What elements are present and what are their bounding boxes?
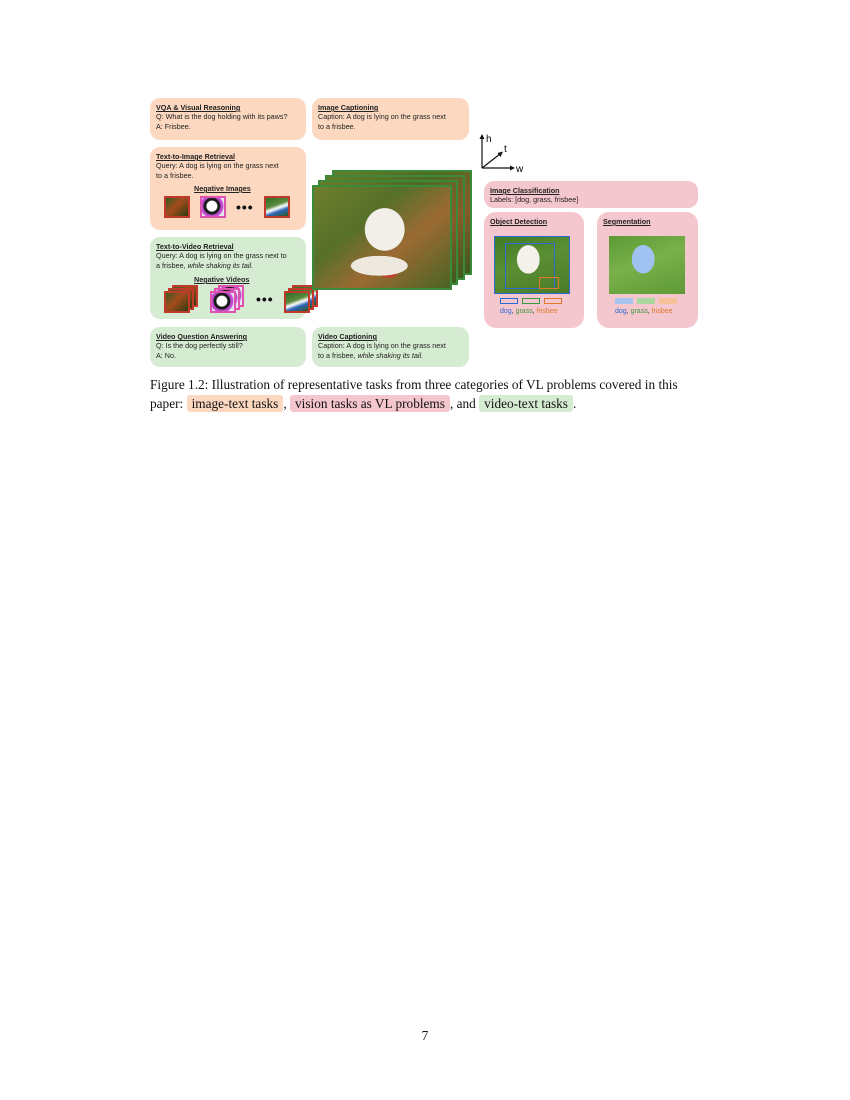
label-separator: , — [626, 308, 631, 315]
axis-h-label: h — [486, 134, 492, 145]
segmentation-legend — [615, 298, 677, 304]
dog-label: dog — [615, 308, 627, 315]
video-captioning-line1: Caption: A dog is lying on the grass next — [318, 341, 446, 351]
image-classification-labels: Labels: [dog, grass, frisbee] — [490, 195, 579, 205]
image-classification-title: Image Classification — [490, 186, 560, 195]
video-captioning-line2-b: while shaking its tail. — [357, 350, 424, 360]
text-to-video-retrieval-box — [150, 237, 306, 319]
t2v-query-line2 — [156, 261, 300, 270]
axis-icon — [478, 134, 538, 174]
frisbee-label: frisbee — [651, 308, 673, 315]
axis-t-label: t — [504, 144, 507, 155]
negative-image — [164, 196, 190, 218]
label-separator: , — [511, 308, 516, 315]
vqa-answer: A: Frisbee. — [156, 121, 191, 131]
image-captioning-title: Image Captioning — [318, 103, 379, 112]
label-separator: , — [532, 308, 537, 315]
t2i-query-line1: Query: A dog is lying on the grass next — [156, 161, 279, 171]
highlight-video-text-tasks: video-text tasks — [479, 395, 573, 412]
dog-box-swatch — [500, 298, 518, 304]
negative-videos-row — [164, 285, 320, 313]
video-captioning-box — [312, 327, 469, 367]
caption-prefix: paper: — [150, 396, 187, 411]
image-captioning-box — [312, 98, 469, 140]
segmentation-box — [597, 212, 698, 328]
caption-end: . — [572, 396, 577, 411]
ellipsis-icon: ••• — [256, 291, 274, 307]
segmentation-image — [609, 236, 685, 294]
segmentation-title: Segmentation — [603, 217, 651, 226]
text-to-image-retrieval-box — [150, 147, 306, 230]
negative-images-row — [164, 196, 290, 218]
video-qa-question: Q: Is the dog perfectly still? — [156, 341, 243, 351]
negative-images-label: Negative Images — [194, 184, 251, 193]
dog-mask-swatch — [615, 298, 633, 304]
caption-separator: , and — [449, 396, 480, 411]
image-classification-box — [484, 181, 698, 208]
negative-videos-label: Negative Videos — [194, 275, 250, 284]
grass-mask-swatch — [637, 298, 655, 304]
video-frame — [284, 291, 310, 313]
frisbee-box-swatch — [544, 298, 562, 304]
segmentation-labels — [615, 307, 673, 316]
detection-labels — [500, 307, 558, 316]
video-captioning-line2-a: to a frisbee, — [318, 350, 358, 360]
grass-label: grass — [630, 308, 648, 315]
negative-image — [200, 196, 226, 218]
axis-w-label: w — [516, 164, 524, 174]
highlight-image-text-tasks: image-text tasks — [187, 395, 284, 412]
highlight-vision-tasks: vision tasks as VL problems — [290, 395, 450, 412]
figure-caption — [150, 375, 702, 413]
caption-separator: , — [283, 396, 290, 411]
t2i-query-line2: to a frisbee. — [156, 170, 194, 180]
detection-legend — [500, 298, 562, 304]
t2i-title: Text-to-Image Retrieval — [156, 152, 235, 161]
grass-label: grass — [515, 308, 533, 315]
video-qa-title: Video Question Answering — [156, 332, 248, 341]
t2v-query-line2-a: a frisbee, — [156, 260, 188, 270]
detection-image — [494, 236, 570, 294]
grass-box-swatch — [522, 298, 540, 304]
t2v-title: Text-to-Video Retrieval — [156, 242, 234, 251]
page-number: 7 — [421, 1028, 429, 1043]
video-frame — [164, 291, 190, 313]
frisbee-mask-swatch — [659, 298, 677, 304]
frisbee-bounding-box — [539, 277, 559, 289]
object-detection-box — [484, 212, 584, 328]
video-question-answering-box — [150, 327, 306, 367]
video-captioning-line2 — [318, 351, 463, 360]
video-qa-answer: A: No. — [156, 350, 176, 360]
vqa-box — [150, 98, 306, 140]
video-captioning-title: Video Captioning — [318, 332, 377, 341]
label-separator: , — [647, 308, 652, 315]
dog-label: dog — [500, 308, 512, 315]
image-captioning-line2: to a frisbee. — [318, 121, 356, 131]
figure-1-2 — [150, 98, 705, 368]
vqa-question: Q: What is the dog holding with its paws? — [156, 112, 288, 122]
ellipsis-icon: ••• — [236, 199, 254, 215]
t2v-query-line2-b: while shaking its tail. — [187, 260, 254, 270]
vqa-title: VQA & Visual Reasoning — [156, 103, 241, 112]
frisbee-label: frisbee — [536, 308, 558, 315]
object-detection-title: Object Detection — [490, 217, 548, 226]
dog-photo-stack — [312, 170, 472, 295]
image-captioning-line1: Caption: A dog is lying on the grass next — [318, 112, 446, 122]
negative-video — [210, 285, 246, 313]
negative-video — [164, 285, 200, 313]
negative-image — [264, 196, 290, 218]
t2v-query-line1: Query: A dog is lying on the grass next to — [156, 251, 287, 261]
caption-line1: Figure 1.2: Illustration of representative tasks from three categories of VL problems covered in this — [150, 377, 678, 392]
caption-line2 — [150, 394, 702, 413]
dog-photo — [312, 185, 452, 290]
video-frame — [210, 291, 236, 313]
